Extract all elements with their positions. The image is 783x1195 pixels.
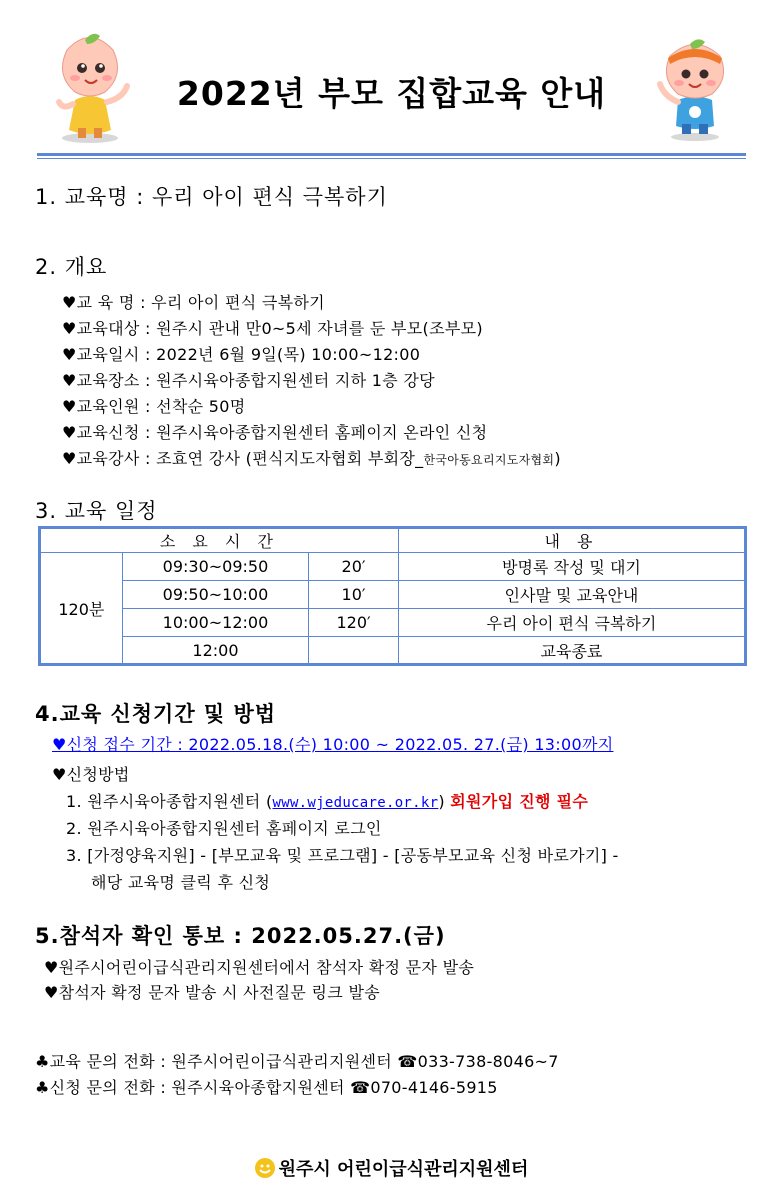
- overview-item: ♥교육신청 : 원주시육아종합지원센터 홈페이지 온라인 신청: [62, 423, 488, 442]
- instructor-association: 한국아동요리지도자협회: [423, 453, 555, 467]
- schedule-table: [38, 526, 747, 666]
- row-duration: 10′: [309, 581, 399, 609]
- table-row: [40, 581, 746, 609]
- method-step-2: 2. 원주시육아종합지원센터 홈페이지 로그인: [66, 819, 382, 838]
- row-content: 방명록 작성 및 대기: [398, 553, 745, 581]
- title-divider: [37, 153, 746, 156]
- row-content: 교육종료: [398, 637, 745, 665]
- method-label: ♥신청방법: [52, 765, 130, 784]
- instructor-text: ♥교육강사 : 조효연 강사 (편식지도자협회 부회장_: [62, 449, 424, 468]
- footer-text: 원주시 어린이급식관리지원센터: [278, 1159, 529, 1180]
- table-header-row: [40, 528, 746, 553]
- section3-heading: 3. 교육 일정: [35, 499, 158, 523]
- row-time: 10:00~12:00: [122, 609, 309, 637]
- instructor-close: ): [554, 449, 561, 468]
- notice-item: ♥참석자 확정 문자 발송 시 사전질문 링크 발송: [44, 983, 380, 1002]
- overview-item: ♥교 육 명 : 우리 아이 편식 극복하기: [62, 293, 325, 312]
- website-link[interactable]: www.wjeducare.or.kr: [272, 795, 439, 811]
- smile-logo-icon: [255, 1158, 275, 1178]
- section4-heading: 4.교육 신청기간 및 방법: [35, 702, 277, 726]
- step1-text: 1. 원주시육아종합지원센터 (: [66, 792, 273, 811]
- header-time: 소 요 시 간: [40, 528, 399, 553]
- row-duration: [309, 637, 399, 665]
- row-time: 09:50~10:00: [122, 581, 309, 609]
- overview-item: ♥교육인원 : 선착순 50명: [62, 397, 246, 416]
- overview-item: ♥교육일시 : 2022년 6월 9일(목) 10:00~12:00: [62, 345, 421, 364]
- page-title: 2022년 부모 집합교육 안내: [176, 74, 607, 113]
- step1-close: ): [438, 792, 445, 811]
- table-row: [40, 637, 746, 665]
- overview-item: ♥교육장소 : 원주시육아종합지원센터 지하 1층 강당: [62, 371, 435, 390]
- method-step-3: 3. [가정양육지원] - [부모교육 및 프로그램] - [공동부모교육 신청 바로가기] -: [66, 846, 619, 865]
- total-duration: 120분: [40, 553, 123, 665]
- table-row: [40, 553, 746, 581]
- row-content: 인사말 및 교육안내: [398, 581, 745, 609]
- method-step-3-cont: 해당 교육명 클릭 후 신청: [91, 873, 271, 892]
- notice-item: ♥원주시어린이급식관리지원센터에서 참석자 확정 문자 발송: [44, 958, 475, 977]
- application-period: ♥신청 접수 기간 : 2022.05.18.(수) 10:00 ~ 2022.05. 27.(금) 13:00까지: [52, 735, 614, 754]
- section5-heading: 5.참석자 확인 통보 : 2022.05.27.(금): [35, 924, 446, 948]
- footer-organization: [0, 1155, 783, 1181]
- contact-education: ♣교육 문의 전화 : 원주시어린이급식관리지원센터 ☎033-738-8046~7: [35, 1052, 559, 1071]
- title-divider-thin: [37, 158, 746, 159]
- table-row: [40, 609, 746, 637]
- overview-item: ♥교육대상 : 원주시 관내 만0~5세 자녀를 둔 부모(조부모): [62, 319, 483, 338]
- overview-item-instructor: [62, 446, 561, 469]
- section2-heading: 2. 개요: [35, 255, 108, 279]
- signup-required-note: 회원가입 진행 필수: [450, 792, 589, 811]
- row-time: 09:30~09:50: [122, 553, 309, 581]
- row-time: 12:00: [122, 637, 309, 665]
- row-duration: 120′: [309, 609, 399, 637]
- row-content: 우리 아이 편식 극복하기: [398, 609, 745, 637]
- header-content: 내 용: [398, 528, 745, 553]
- section1-heading: 1. 교육명 : 우리 아이 편식 극복하기: [35, 185, 388, 209]
- method-step-1: [66, 789, 588, 812]
- row-duration: 20′: [309, 553, 399, 581]
- contact-application: ♣신청 문의 전화 : 원주시육아종합지원센터 ☎070-4146-5915: [35, 1078, 498, 1097]
